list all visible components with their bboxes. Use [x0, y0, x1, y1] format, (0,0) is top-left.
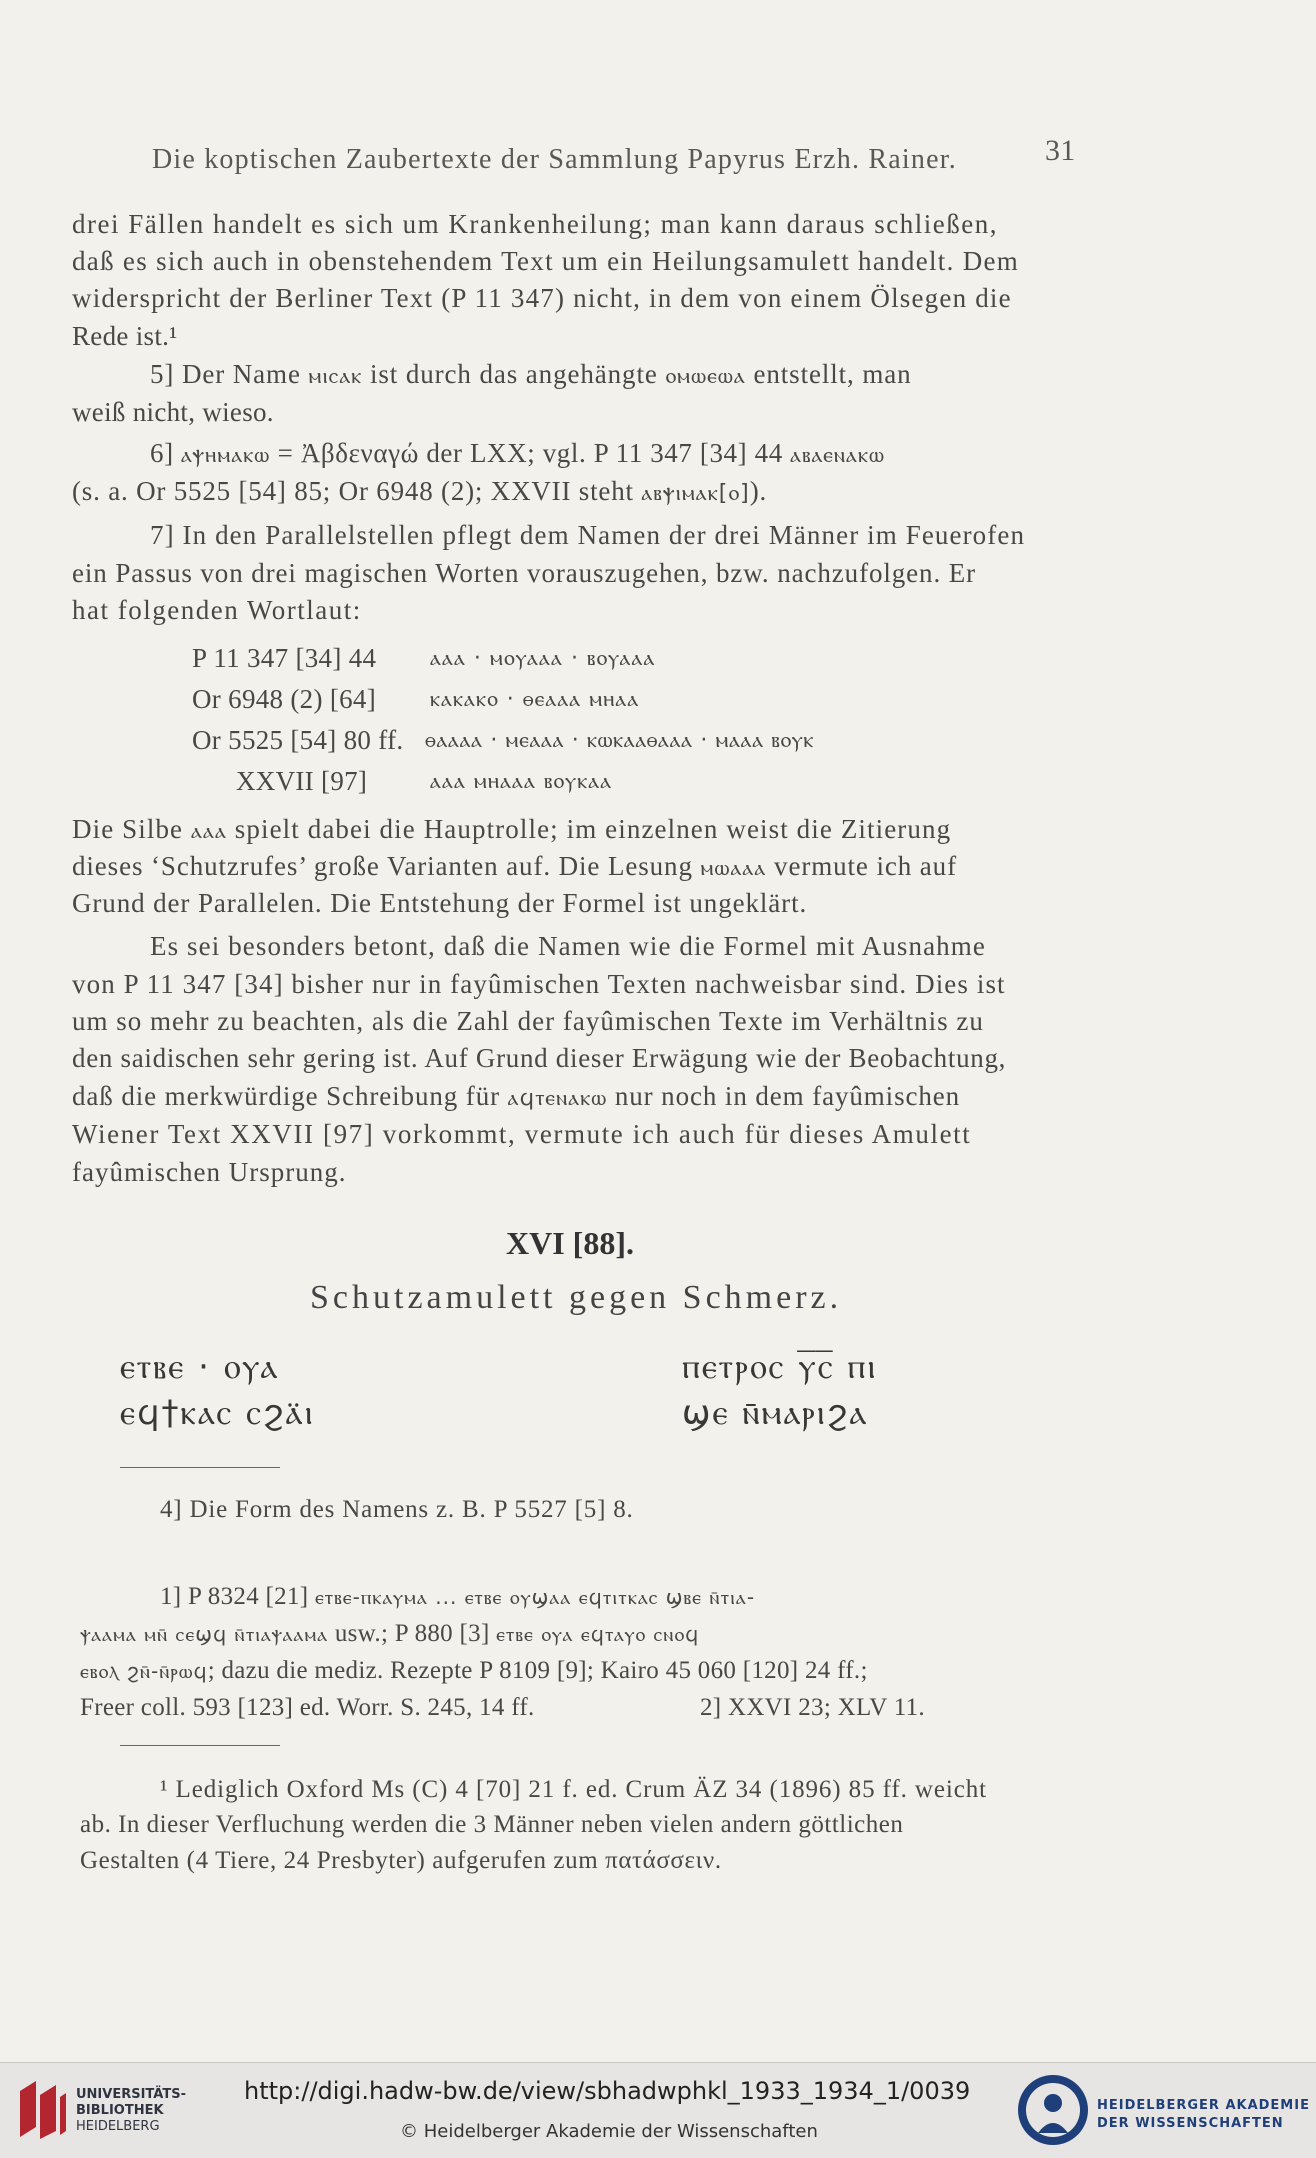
source-url-link[interactable]: http://digi.hadw-bw.de/view/sbhadwphkl_1933_1934_1/0039: [244, 2077, 971, 2105]
text-line: (s. a. Or 5525 [54] 85; Or 6948 (2); XXVII steht ⲁⲃⲯⲓⲙⲁⲕ[ⲟ]).: [72, 476, 768, 506]
apparatus-line: 4] Die Form des Namens z. B. P 5527 [5] 8.: [160, 1496, 634, 1523]
text-line: ein Passus von drei magischen Worten vorauszugehen, bzw. nachzufolgen. Er: [72, 558, 977, 588]
table-text: ⲑⲁⲁⲁⲁ · ⲙⲉⲁⲁⲁ · ⲕⲱⲕⲁⲁⲑⲁⲁⲁ · ⲙⲁⲁⲁ ⲃⲟⲩⲕ: [425, 728, 815, 753]
text-line: den saidischen sehr gering ist. Auf Grund dieser Erwägung wie der Beobachtung,: [72, 1043, 1007, 1073]
academy-seal-icon: [1016, 2073, 1090, 2147]
text-line: Die Silbe ⲁⲁⲁ spielt dabei die Hauptrolle; im einzelnen weist die Zitierung: [72, 814, 952, 844]
footnote-line: Gestalten (4 Tiere, 24 Presbyter) aufgerufen zum πατάσσειν.: [80, 1847, 722, 1874]
apparatus-line: ⲉⲃⲟⲗ ϩⲛ̄-ⲛ̄ⲣⲱϥ; dazu die mediz. Rezepte P 8109 [9]; Kairo 45 060 [120] 24 ff.;: [80, 1657, 868, 1684]
text-line: dieses ‘Schutzrufes’ große Varianten auf. Die Lesung ⲙⲱⲁⲁⲁ vermute ich auf: [72, 851, 957, 881]
text-line: Wiener Text XXVII [97] vorkommt, vermute ich auch für dieses Amulett: [72, 1119, 972, 1149]
text-line: 6] ⲁⲯⲏⲙⲁⲕⲱ = Ἀβδεναγώ der LXX; vgl. P 11 347 [34] 44 ⲁⲃⲁⲉⲛⲁⲕⲱ: [150, 438, 886, 468]
section-number: XVI [88].: [506, 1225, 634, 1261]
library-name: UNIVERSITÄTS- BIBLIOTHEK HEIDELBERG: [76, 2087, 186, 2134]
text-line: widerspricht der Berliner Text (P 11 347) nicht, in dem von einem Ölsegen die: [72, 283, 1012, 313]
text-line: Es sei besonders betont, daß die Namen wie die Formel mit Ausnahme: [150, 931, 986, 961]
section-title: Schutzamulett gegen Schmerz.: [310, 1279, 843, 1316]
text-line: fayûmischen Ursprung.: [72, 1157, 347, 1187]
footnote-line: ab. In dieser Verfluchung werden die 3 Männer neben vielen andern göttlichen: [80, 1811, 904, 1838]
apparatus-line: Freer coll. 593 [123] ed. Worr. S. 245, 14 ff.: [80, 1694, 535, 1721]
amulet-line: ϣⲉ ⲛ̄ⲙⲁⲣⲓϩⲁ: [682, 1393, 869, 1433]
text-line: drei Fällen handelt es sich um Krankenheilung; man kann daraus schließen,: [72, 209, 999, 239]
library-logo-icon: [14, 2077, 70, 2143]
text-line: 7] In den Parallelstellen pflegt dem Namen der drei Männer im Feuerofen: [150, 520, 1026, 550]
amulet-line: ⲉⲧⲃⲉ · ⲟⲩⲁ: [120, 1347, 280, 1387]
table-ref: Or 5525 [54] 80 ff.: [192, 725, 404, 755]
text-line: Rede ist.¹: [72, 321, 178, 351]
footnote-rule: [120, 1745, 280, 1746]
text-line: Grund der Parallelen. Die Entstehung der Formel ist ungeklärt.: [72, 888, 808, 918]
apparatus-line: 1] P 8324 [21] ⲉⲧⲃⲉ-ⲡⲕⲁⲩⲙⲁ ... ⲉⲧⲃⲉ ⲟⲩϣⲁⲁ ⲉϥⲧⲓⲧⲕⲁⲥ ϣⲃⲉ ⲛ̄ⲧⲓⲁ-: [160, 1583, 756, 1610]
table-ref: P 11 347 [34] 44: [192, 643, 377, 673]
table-ref: Or 6948 (2) [64]: [192, 684, 377, 714]
text-line: daß es sich auch in obenstehendem Text um ein Heilungsamulett handelt. Dem: [72, 246, 1020, 276]
separator-rule: [120, 1467, 280, 1468]
text-line: um so mehr zu beachten, als die Zahl der fayûmischen Texte im Verhältnis zu: [72, 1006, 984, 1036]
copyright-notice: © Heidelberger Akademie der Wissenschaften: [400, 2121, 818, 2142]
text-line: hat folgenden Wortlaut:: [72, 595, 362, 625]
text-line: weiß nicht, wieso.: [72, 397, 274, 427]
table-ref: XXVII [97]: [236, 766, 368, 796]
apparatus-line: 2] XXVI 23; XLV 11.: [700, 1694, 925, 1721]
footnote-line: ¹ Lediglich Oxford Ms (C) 4 [70] 21 f. ed. Crum ÄZ 34 (1896) 85 ff. weicht: [160, 1776, 987, 1803]
amulet-line: ⲉϥ†ⲕⲁⲥ ⲥϩⲁ̈ⲓ: [120, 1393, 315, 1433]
academy-name: HEIDELBERGER AKADEMIE DER WISSENSCHAFTEN: [1097, 2098, 1310, 2131]
amulet-line: ⲡⲉⲧⲣⲟⲥ ⲩ̅ⲥ̅ ⲡⲓ: [682, 1347, 878, 1387]
text-line: 5] Der Name ⲙⲓⲥⲁⲕ ist durch das angehängte ⲟⲙⲱⲉⲱⲁ entstellt, man: [150, 359, 912, 389]
footer-bar: [0, 2062, 1316, 2158]
table-text: ⲕⲁⲕⲁⲕⲟ · ⲑⲉⲁⲁⲁ ⲙⲏⲁⲁ: [430, 687, 640, 712]
table-text: ⲁⲁⲁ ⲙⲏⲁⲁⲁ ⲃⲟⲩⲕⲁⲁ: [430, 769, 613, 794]
table-text: ⲁⲁⲁ · ⲙⲟⲩⲁⲁⲁ · ⲃⲟⲩⲁⲁⲁ: [430, 646, 656, 671]
apparatus-line: ⲯⲁⲁⲙⲁ ⲙⲛ̄ ⲥⲉϣϥ ⲛ̄ⲧⲓⲁⲯⲁⲁⲙⲁ usw.; P 880 [3] ⲉⲧⲃⲉ ⲟⲩⲁ ⲉϥⲧⲁⲩⲟ ⲥⲛⲟϥ: [80, 1620, 700, 1647]
running-title: Die koptischen Zaubertexte der Sammlung Papyrus Erzh. Rainer.: [152, 144, 957, 175]
text-line: von P 11 347 [34] bisher nur in fayûmischen Texten nachweisbar sind. Dies ist: [72, 969, 1006, 999]
text-line: daß die merkwürdige Schreibung für ⲁϥⲧⲉⲛⲁⲕⲱ nur noch in dem fayûmischen: [72, 1081, 961, 1111]
page-number: 31: [1045, 134, 1076, 167]
